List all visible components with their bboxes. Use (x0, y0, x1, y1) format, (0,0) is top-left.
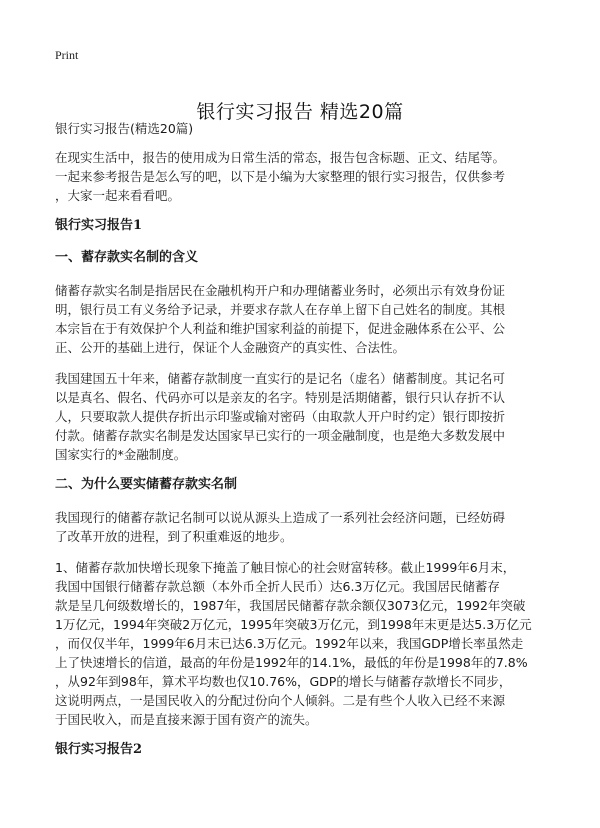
section-1-paragraph-2 (55, 369, 555, 464)
text-line: 1万亿元，1994年突破2万亿元，1995年突破3万亿元，到1998年末更是达5.3万亿元 (55, 617, 532, 632)
text-line: 我国现行的储蓄存款记名制可以说从源头上造成了一系列社会经济问题，已经妨碍 (55, 510, 506, 525)
section-2-heading: 二、为什么要实储蓄存款实名制 (55, 477, 238, 492)
page-title: 银行实习报告 精选20篇 (196, 100, 404, 123)
intro-paragraph (55, 148, 555, 205)
text-line: 本宗旨在于有效保护个人利益和维护国家利益的前提下，促进金融体系在公平、公 (55, 321, 506, 336)
text-line: 一起来参考报告是怎么写的吧，以下是小编为大家整理的银行实习报告，仅供参考 (55, 169, 506, 184)
text-line: 人，只要取款人提供存折出示印鉴或输对密码（由取款人开户时约定）银行即按折 (55, 409, 506, 424)
text-line: 正、公开的基础上进行，保证个人金融资产的真实性、合法性。 (55, 340, 406, 355)
report-2-heading: 银行实习报告2 (55, 742, 143, 757)
text-line: 在现实生活中，报告的使用成为日常生活的常态，报告包含标题、正文、结尾等。 (55, 150, 506, 165)
text-line: ，从92年到98年，算术平均数也仅10.76%，GDP的增长与储蓄存款增长不同步， (55, 674, 512, 689)
text-line: 于国民收入，而是直接来源于国有资产的流失。 (55, 712, 318, 727)
text-line: 了改革开放的进程，到了积重难返的地步。 (55, 529, 293, 544)
section-1-heading: 一、蓄存款实名制的含义 (55, 250, 199, 265)
text-line: ，而仅仅半年，1999年6月末已达6.3万亿元。1992年以来，我国GDP增长率虽然走 (55, 636, 524, 651)
text-line: 以是真名、假名、代码亦可以是亲友的名字。特别是活期储蓄，银行只认存折不认 (55, 390, 506, 405)
text-line: 1、储蓄存款加快增长现象下掩盖了触目惊心的社会财富转移。截止1999年6月末， (55, 560, 516, 575)
print-link[interactable]: Print (55, 48, 79, 62)
text-line: 国家实行的*金融制度。 (55, 447, 187, 462)
document-body (55, 120, 555, 773)
text-line: 我国中国银行储蓄存款总额（本外币全折人民币）达6.3万亿元。我国居民储蓄存 (55, 579, 500, 594)
text-line: 款是呈几何级数增长的，1987年，我国居民储蓄存款余额仅3073亿元，1992年突破 (55, 598, 526, 613)
document-subtitle: 银行实习报告(精选20篇) (55, 121, 194, 136)
section-1-paragraph-1 (55, 281, 555, 357)
report-1-heading: 银行实习报告1 (55, 218, 143, 233)
text-line: 储蓄存款实名制是指居民在金融机构开户和办理储蓄业务时，必须出示有效身份证 (55, 283, 506, 298)
text-line: 我国建国五十年来，储蓄存款制度一直实行的是记名（虚名）储蓄制度。其记名可 (55, 371, 506, 386)
text-line: 付款。储蓄存款实名制是发达国家早已实行的一项金融制度，也是绝大多数发展中 (55, 428, 506, 443)
text-line: 这说明两点，一是国民收入的分配过份向个人倾斜。二是有些个人收入已经不来源 (55, 693, 506, 708)
text-line: ，大家一起来看看吧。 (55, 188, 181, 203)
text-line: 上了快速增长的信道，最高的年份是1992年的14.1%，最低的年份是1998年的7.8% (55, 655, 528, 670)
text-line: 明，银行员工有义务给予记录，并要求存款人在存单上留下自己姓名的制度。其根 (55, 302, 506, 317)
section-2-paragraph-2 (55, 558, 555, 729)
section-2-paragraph-1 (55, 508, 555, 546)
